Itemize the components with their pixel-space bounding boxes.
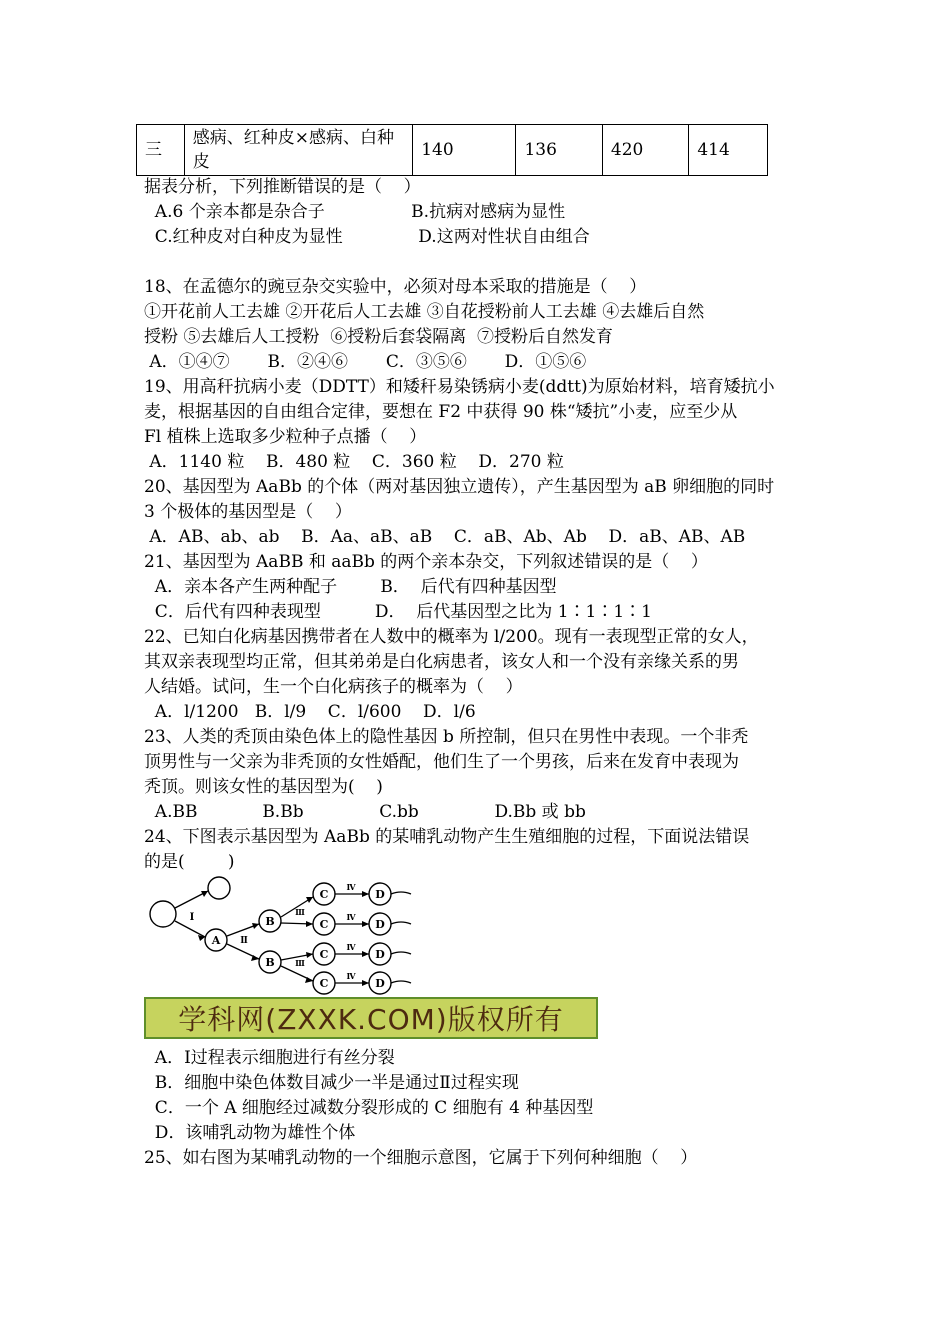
text-line: 授粉 ⑤去雄后人工授粉 ⑥授粉后套袋隔离 ⑦授粉后自然发育 bbox=[144, 327, 614, 347]
table-cell: 感病、红种皮×感病、白种皮 bbox=[184, 125, 412, 176]
label-process-4: Ⅳ bbox=[346, 912, 356, 922]
text-line: A．l/1200 B．l/9 C．l/600 D．l/6 bbox=[144, 702, 476, 722]
table-cell: 三 bbox=[137, 125, 185, 176]
cell-division-diagram bbox=[144, 872, 416, 996]
option-a: A．Ⅰ过程表示细胞进行有丝分裂 bbox=[144, 1048, 395, 1068]
label-process-4: Ⅳ bbox=[346, 882, 356, 892]
text-line: A.BB B.Bb C.bb D.Bb 或 bb bbox=[144, 802, 586, 822]
text-line: C．后代有四种表现型 D． 后代基因型之比为 1∶1∶1∶1 bbox=[144, 602, 652, 622]
text-line: 其双亲表现型均正常，但其弟弟是白化病患者，该女人和一个没有亲缘关系的男 bbox=[144, 652, 739, 672]
label-c: C bbox=[319, 918, 329, 931]
text-line: 据表分析，下列推断错误的是（ ） bbox=[144, 177, 421, 197]
label-d: D bbox=[375, 948, 385, 961]
table-cell: 140 bbox=[413, 125, 516, 176]
text-line: A．亲本各产生两种配子 B． 后代有四种基因型 bbox=[144, 577, 557, 597]
question-21: 21、基因型为 AaBB 和 aaBb 的两个亲本杂交，下列叙述错误的是（ ） bbox=[144, 552, 708, 572]
text-line: A．1140 粒 B．480 粒 C．360 粒 D．270 粒 bbox=[144, 452, 564, 472]
label-b: B bbox=[265, 915, 275, 928]
question-22: 22、已知白化病基因携带者在人数中的概率为 l/200。现有一表现型正常的女人， bbox=[144, 627, 759, 647]
daughter-cell bbox=[208, 877, 230, 899]
question-19: 19、用高秆抗病小麦（DDTT）和矮秆易染锈病小麦(ddtt)为原始材料，培育矮抗小 bbox=[144, 377, 775, 397]
text-line: 顶男性与一父亲为非秃顶的女性婚配，他们生了一个男孩，后来在发育中表现为 bbox=[144, 752, 739, 772]
label-c: C bbox=[319, 948, 329, 961]
text-line: C.红种皮对白种皮为显性 D.这两对性状自由组合 bbox=[144, 227, 590, 247]
watermark-text: 学科网(ZXXK.COM)版权所有 bbox=[178, 1003, 564, 1036]
text-line: A．AB、ab、ab B．Aa、aB、aB C．aB、Ab、Ab D．aB、AB、AB bbox=[144, 527, 746, 547]
label-process-4: Ⅳ bbox=[346, 942, 356, 952]
question-23: 23、人类的秃顶由染色体上的隐性基因 b 所控制，但只在男性中表现。一个非秃 bbox=[144, 727, 749, 747]
table-cell: 414 bbox=[689, 125, 768, 176]
table-row bbox=[137, 125, 768, 176]
label-process-3: Ⅲ bbox=[295, 958, 305, 968]
question-25: 25、如右图为某哺乳动物的一个细胞示意图，它属于下列何种细胞（ ） bbox=[144, 1148, 698, 1168]
label-a: A bbox=[211, 934, 221, 947]
label-d: D bbox=[375, 918, 385, 931]
label-process-4: Ⅳ bbox=[346, 971, 356, 981]
parent-cell bbox=[150, 901, 176, 927]
question-24: 24、下图表示基因型为 AaBb 的某哺乳动物产生生殖细胞的过程，下面说法错误 bbox=[144, 827, 750, 847]
data-table bbox=[136, 124, 768, 176]
table-cell: 136 bbox=[516, 125, 602, 176]
label-d: D bbox=[375, 888, 385, 901]
option-b: B．细胞中染色体数目减少一半是通过Ⅱ过程实现 bbox=[144, 1073, 519, 1093]
text-line: Fl 植株上选取多少粒种子点播（ ） bbox=[144, 427, 427, 447]
text-line: 麦，根据基因的自由组合定律，要想在 F2 中获得 90 株“矮抗”小麦，应至少从 bbox=[144, 402, 738, 422]
option-d: D．该哺乳动物为雄性个体 bbox=[144, 1123, 356, 1143]
text-line: 的是( ) bbox=[144, 852, 235, 872]
text-line: A.6 个亲本都是杂合子 B.抗病对感病为显性 bbox=[144, 202, 566, 222]
label-b: B bbox=[265, 956, 275, 969]
text-line: 人结婚。试问，生一个白化病孩子的概率为（ ） bbox=[144, 677, 523, 697]
label-process-2: Ⅱ bbox=[240, 936, 248, 946]
label-process-3: Ⅲ bbox=[295, 907, 305, 917]
question-18: 18、在孟德尔的豌豆杂交实验中，必须对母本采取的措施是（ ） bbox=[144, 277, 647, 297]
text-line: 秃顶。则该女性的基因型为( ) bbox=[144, 777, 383, 797]
label-process-1: Ⅰ bbox=[189, 912, 195, 923]
question-20: 20、基因型为 AaBb 的个体（两对基因独立遗传），产生基因型为 aB 卵细胞的同时 bbox=[144, 477, 775, 497]
option-c: C．一个 A 细胞经过减数分裂形成的 C 细胞有 4 种基因型 bbox=[144, 1098, 594, 1118]
text-line: 3 个极体的基因型是（ ） bbox=[144, 502, 352, 522]
text-line: A．①④⑦ B．②④⑥ C．③⑤⑥ D．①⑤⑥ bbox=[144, 352, 587, 372]
label-c: C bbox=[319, 977, 329, 990]
label-c: C bbox=[319, 888, 329, 901]
watermark-banner bbox=[144, 997, 598, 1039]
text-line: ①开花前人工去雄 ②开花后人工去雄 ③自花授粉前人工去雄 ④去雄后自然 bbox=[144, 302, 705, 322]
table-cell: 420 bbox=[602, 125, 688, 176]
label-d: D bbox=[375, 977, 385, 990]
